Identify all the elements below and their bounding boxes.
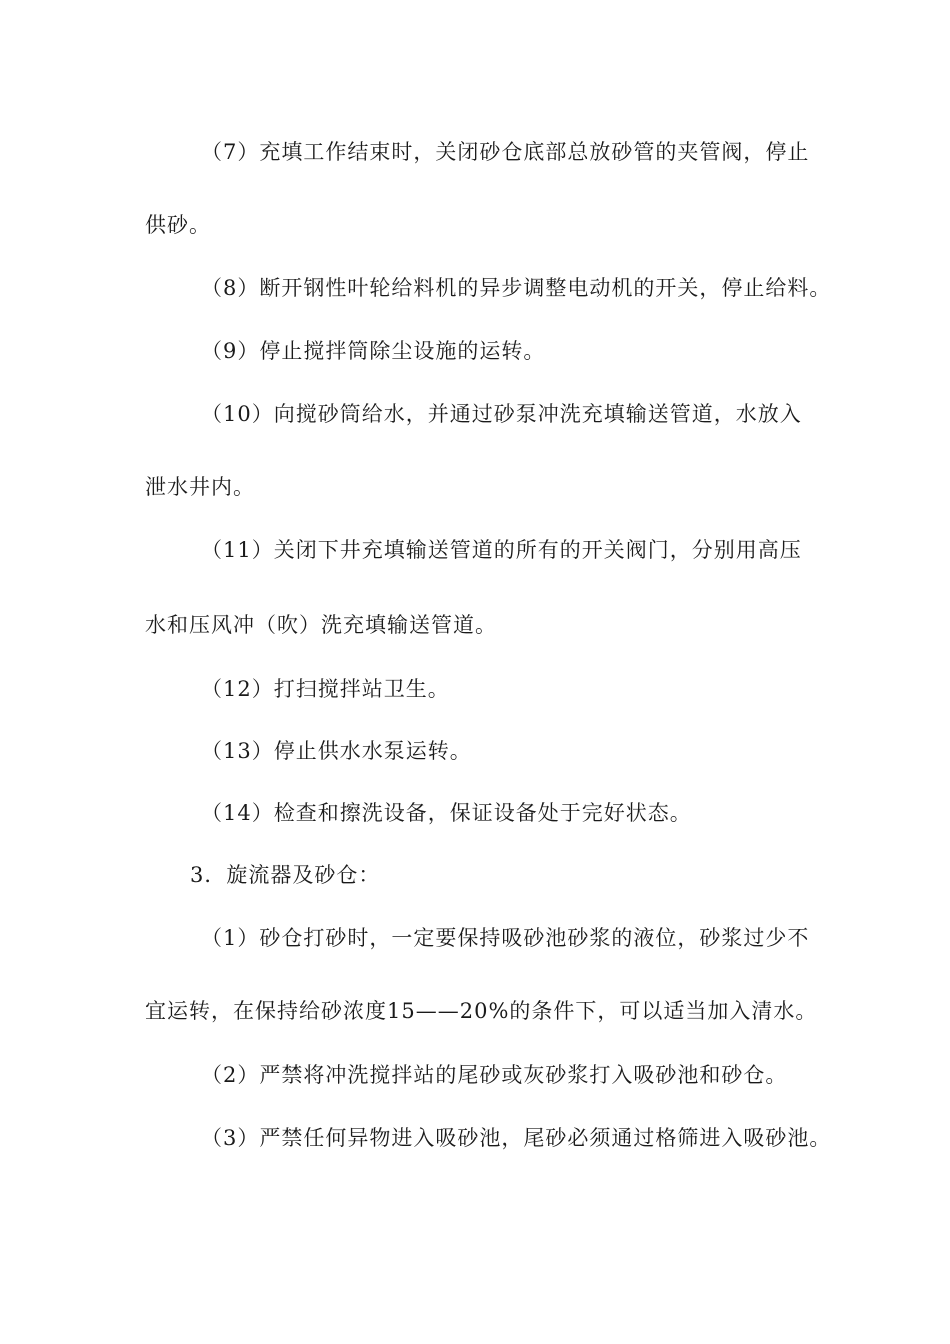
- paragraph-8: （8）断开钢性叶轮给料机的异步调整电动机的开关，停止给料。: [201, 276, 832, 300]
- paragraph-9: （9）停止搅拌筒除尘设施的运转。: [201, 339, 546, 363]
- paragraph-10-line-1: （10）向搅砂筒给水，并通过砂泵冲洗充填输送管道，水放入: [201, 402, 802, 426]
- item-3: （3）严禁任何异物进入吸砂池，尾砂必须通过格筛进入吸砂池。: [201, 1126, 832, 1150]
- paragraph-13: （13）停止供水水泵运转。: [201, 739, 472, 763]
- paragraph-11-line-1: （11）关闭下井充填输送管道的所有的开关阀门，分别用高压: [201, 538, 802, 562]
- paragraph-7-line-2: 供砂。: [145, 213, 211, 237]
- item-2: （2）严禁将冲洗搅拌站的尾砂或灰砂浆打入吸砂池和砂仓。: [201, 1063, 788, 1087]
- paragraph-12: （12）打扫搅拌站卫生。: [201, 677, 450, 701]
- section-heading-3: 3．旋流器及砂仓：: [190, 863, 381, 887]
- paragraph-7-line-1: （7）充填工作结束时，关闭砂仓底部总放砂管的夹管阀，停止: [201, 140, 810, 164]
- item-1-line-2: 宜运转，在保持给砂浓度15——20%的条件下，可以适当加入清水。: [145, 999, 818, 1023]
- paragraph-10-line-2: 泄水井内。: [145, 475, 255, 499]
- item-1-line-1: （1）砂仓打砂时，一定要保持吸砂池砂浆的液位，砂浆过少不: [201, 926, 810, 950]
- paragraph-11-line-2: 水和压风冲（吹）洗充填输送管道。: [145, 613, 497, 637]
- paragraph-14: （14）检查和擦洗设备，保证设备处于完好状态。: [201, 801, 692, 825]
